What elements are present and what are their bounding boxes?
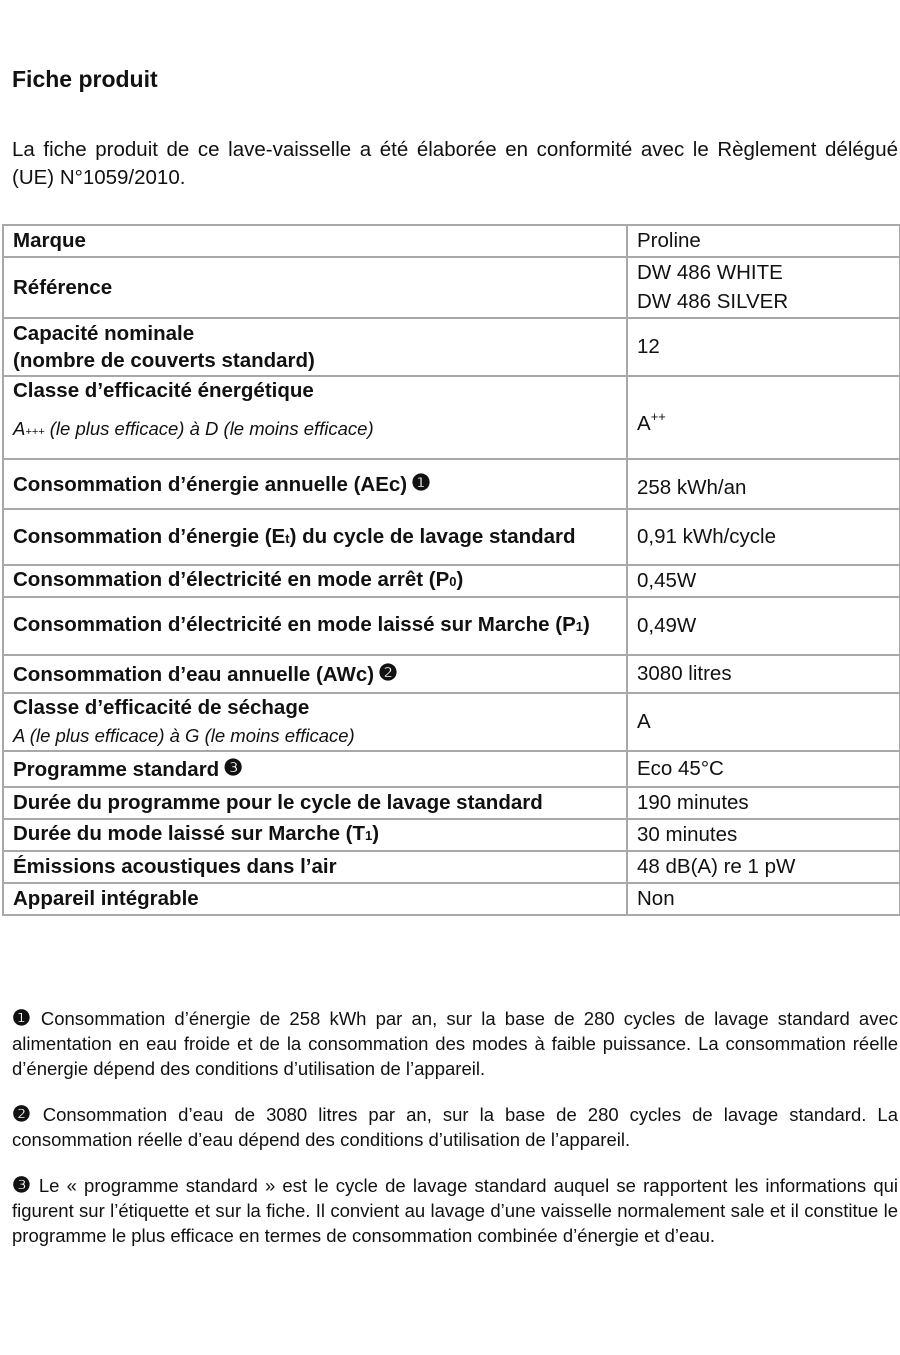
classe-sechage-scale: A (le plus efficace) à G (le moins efficace) [13,725,355,746]
row-label-conso-eau: Consommation d’eau annuelle (AWc) ❷ [3,655,627,693]
table-row [3,565,900,597]
footnote-2-marker: ❷ [378,660,398,685]
row-value-classe-sechage: A [627,693,900,751]
row-value-reference [627,257,900,318]
table-row [3,851,900,883]
footnote-2: ❷ Consommation d’eau de 3080 litres par an, sur la base de 280 cycles de lavage standard. La consommation réelle d’eau dépend des conditions d’utilisation de l’appareil. [12,1103,898,1150]
table-row [3,509,900,565]
row-value-conso-annuelle: 258 kWh/an [627,459,900,509]
reference-value-white: DW 486 WHITE [637,261,783,284]
table-row [3,787,900,819]
row-label-conso-annuelle: Consommation d’énergie annuelle (AEc) ❶ [3,459,627,509]
reference-value-silver: DW 486 SILVER [637,290,789,313]
intro-paragraph: La fiche produit de ce lave-vaisselle a été élaborée en conformité avec le Règlement délégué (UE) N°1059/2010. [12,138,898,189]
row-label-emissions: Émissions acoustiques dans l’air [3,851,627,883]
row-value-conso-arret: 0,45W [627,565,900,597]
row-label-marque: Marque [3,225,627,257]
page-title: Fiche produit [12,66,158,92]
row-label-conso-arret: Consommation d’électricité en mode arrêt (P0) [3,565,627,597]
table-row [3,459,900,509]
row-value-conso-marche: 0,49W [627,597,900,655]
footnote-3-marker: ❸ [223,755,243,780]
row-label-duree-marche: Durée du mode laissé sur Marche (T1) [3,819,627,851]
row-label-integrable: Appareil intégrable [3,883,627,915]
row-label-conso-marche: Consommation d’électricité en mode laissé sur Marche (P1) [3,597,627,655]
footnote-1-marker: ❶ [411,470,431,495]
row-value-programme: Eco 45°C [627,751,900,787]
table-row [3,257,900,318]
table-row [3,751,900,787]
row-value-duree-programme: 190 minutes [627,787,900,819]
row-label-conso-cycle: Consommation d’énergie (Et) du cycle de lavage standard [3,509,627,565]
row-label-programme: Programme standard ❸ [3,751,627,787]
row-value-duree-marche: 30 minutes [627,819,900,851]
row-value-conso-eau: 3080 litres [627,655,900,693]
row-value-integrable: Non [627,883,900,915]
table-row [3,819,900,851]
table-row [3,318,900,376]
product-spec-table [2,224,900,916]
table-row [3,883,900,915]
footnote-3-mark: ❸ [12,1174,33,1197]
row-value-conso-cycle: 0,91 kWh/cycle [627,509,900,565]
row-value-classe-energie: A++ [627,376,900,459]
classe-energie-scale: A+++ (le plus efficace) à D (le moins efficace) [13,418,374,439]
row-value-capacite: 12 [627,318,900,376]
row-label-classe-energie: Classe d’efficacité énergétique A+++ (le plus efficace) à D (le moins efficace) [3,376,627,459]
table-row [3,376,900,459]
footnotes [12,1006,898,1269]
footnote-2-mark: ❷ [12,1103,37,1126]
table-row [3,693,900,751]
row-label-capacite: Capacité nominale (nombre de couverts standard) [3,318,627,376]
footnote-3: ❸ Le « programme standard » est le cycle de lavage standard auquel se rapportent les informations qui figurent sur l’étiquette et sur la fiche. Il convient au lavage d’une vaisselle normalement sale et il constitue le programme le plus efficace en termes de consommation combinée d’énergie et d’eau. [12,1174,899,1246]
row-label-duree-programme: Durée du programme pour le cycle de lavage standard [3,787,627,819]
row-label-reference: Référence [3,257,627,318]
table-row [3,597,900,655]
row-value-marque: Proline [627,225,900,257]
table-row [3,655,900,693]
footnote-1-mark: ❶ [12,1007,35,1030]
footnote-1: ❶ Consommation d’énergie de 258 kWh par an, sur la base de 280 cycles de lavage standard avec alimentation en eau froide et de la consommation des modes à faible puissance. La consommation réelle d’énergie dépend des conditions d’utilisation de l’appareil. [12,1007,898,1079]
row-label-classe-sechage: Classe d’efficacité de séchage A (le plus efficace) à G (le moins efficace) [3,693,627,751]
table-row [3,225,900,257]
row-value-emissions: 48 dB(A) re 1 pW [627,851,900,883]
